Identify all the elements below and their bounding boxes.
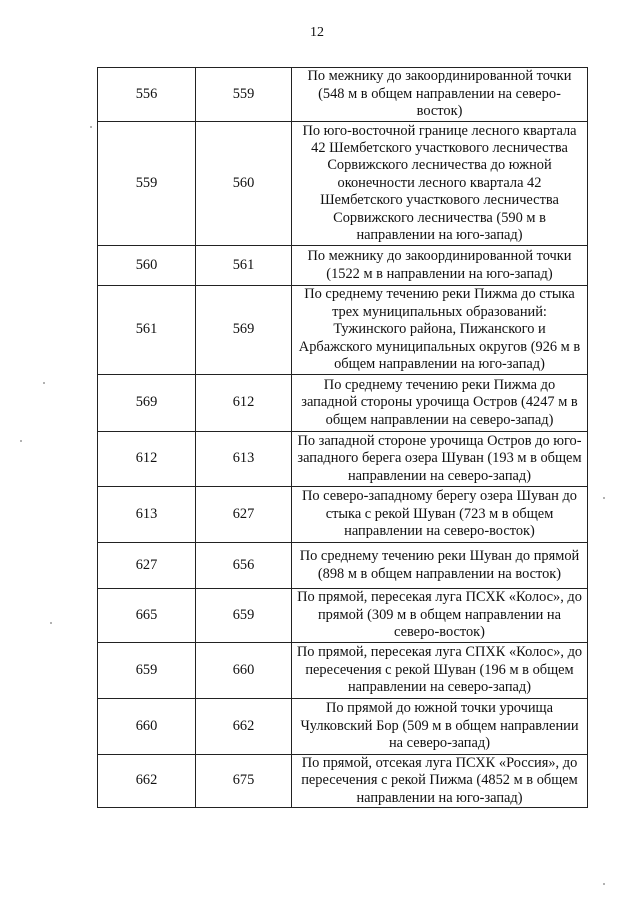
table-row [98,122,588,246]
point-from: 559 [98,122,196,246]
point-from: 662 [98,755,196,808]
scan-speck [43,382,45,384]
table-row [98,699,588,755]
point-from: 660 [98,699,196,755]
table-row [98,643,588,699]
boundary-description: По прямой, пересекая луга СПХК «Колос», до пересечения с рекой Шуван (196 м в общем направлении на северо-запад) [292,643,588,699]
boundary-table [97,67,588,808]
point-to: 675 [196,755,292,808]
boundary-description: По юго-восточной границе лесного квартала 42 Шембетского участкового лесничества Сорвижского лесничества до южной оконечности лесного квартала 42 Шембетского участкового лесничества Сорвижского лесничества (590 м в направлении на юго-запад) [292,122,588,246]
point-to: 662 [196,699,292,755]
boundary-description: По среднему течению реки Шуван до прямой (898 м в общем направлении на восток) [292,543,588,589]
table-row [98,68,588,122]
table-row [98,487,588,543]
table-row [98,543,588,589]
point-to: 659 [196,589,292,643]
point-from: 659 [98,643,196,699]
boundary-description: По северо-западному берегу озера Шуван до стыка с рекой Шуван (723 м в общем направлении на северо-восток) [292,487,588,543]
boundary-description: По прямой до южной точки урочища Чулковский Бор (509 м в общем направлении на северо-запад) [292,699,588,755]
scan-speck [20,440,22,442]
point-from: 560 [98,246,196,286]
boundary-description: По среднему течению реки Пижма до западной стороны урочища Остров (4247 м в общем направлении на северо-запад) [292,375,588,432]
point-from: 627 [98,543,196,589]
table-row [98,375,588,432]
point-to: 627 [196,487,292,543]
boundary-description: По межнику до закоординированной точки (548 м в общем направлении на северо-восток) [292,68,588,122]
point-to: 569 [196,286,292,375]
boundary-description: По межнику до закоординированной точки (1522 м в направлении на юго-запад) [292,246,588,286]
point-to: 613 [196,432,292,487]
boundary-description: По западной стороне урочища Остров до юго-западного берега озера Шуван (193 м в общем направлении на северо-запад) [292,432,588,487]
scan-speck [90,126,92,128]
point-to: 660 [196,643,292,699]
point-from: 665 [98,589,196,643]
table-row [98,755,588,808]
scan-speck [603,883,605,885]
point-from: 561 [98,286,196,375]
boundary-description: По прямой, отсекая луга ПСХК «Россия», до пересечения с рекой Пижма (4852 м в общем направлении на юго-запад) [292,755,588,808]
point-from: 612 [98,432,196,487]
boundary-description: По прямой, пересекая луга ПСХК «Колос», до прямой (309 м в общем направлении на северо-восток) [292,589,588,643]
point-to: 559 [196,68,292,122]
page-number: 12 [310,25,324,40]
table-row [98,432,588,487]
boundary-description: По среднему течению реки Пижма до стыка трех муниципальных образований: Тужинского района, Пижанского и Арбажского муниципальных округов (926 м в общем направлении на юго-запад) [292,286,588,375]
table-row [98,589,588,643]
point-from: 613 [98,487,196,543]
point-to: 612 [196,375,292,432]
scan-speck [603,497,605,499]
scan-speck [50,622,52,624]
table-row [98,286,588,375]
point-from: 569 [98,375,196,432]
point-to: 656 [196,543,292,589]
point-to: 560 [196,122,292,246]
table-row [98,246,588,286]
point-from: 556 [98,68,196,122]
point-to: 561 [196,246,292,286]
